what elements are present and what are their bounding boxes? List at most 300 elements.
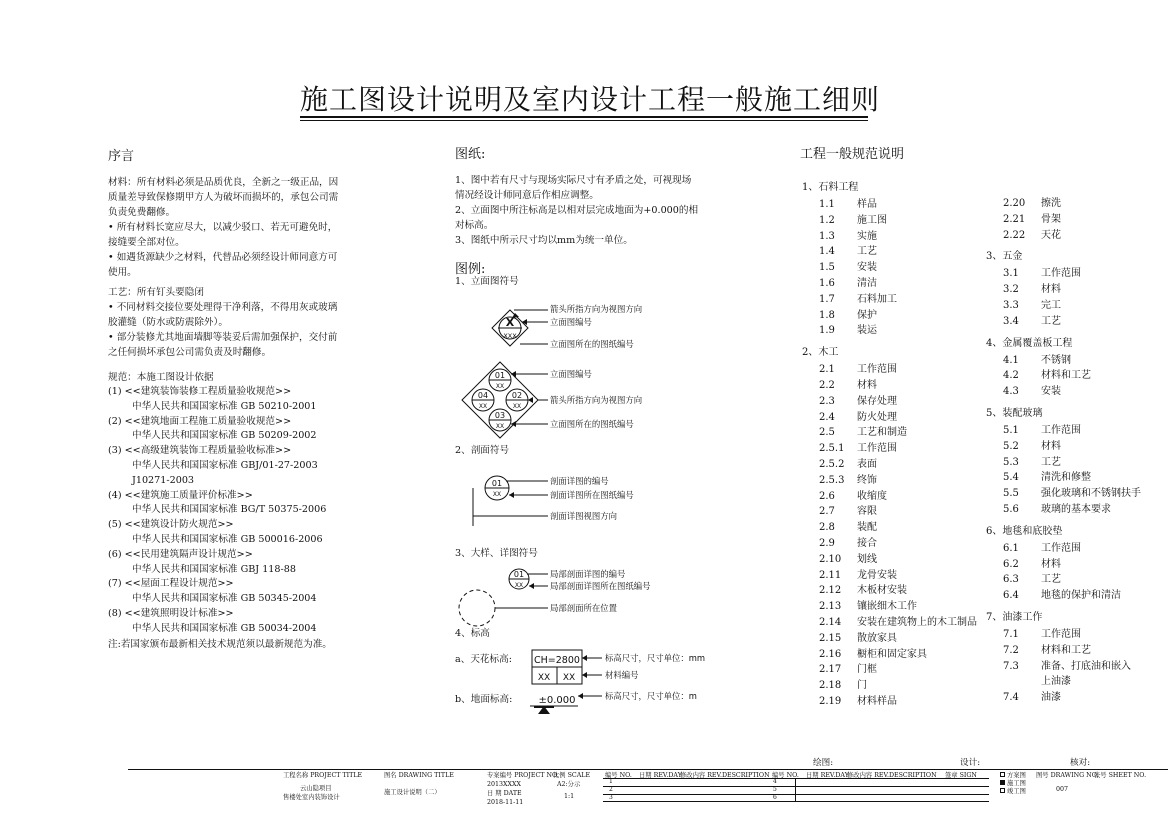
spec-item-text: 材料	[857, 380, 877, 391]
spec-item-text: 安装	[1041, 386, 1061, 398]
spec-item	[819, 613, 977, 628]
project-title-label: 工程名称 PROJECT TITLE	[283, 772, 363, 779]
ceiling-label-1: 标高尺寸，尺寸单位：mm	[605, 653, 706, 663]
spec-item	[819, 676, 867, 691]
spec-item-text: 石料加工	[857, 293, 897, 305]
text-line: 情况经设计师同意后作相应调整。	[455, 190, 599, 201]
text-line: 中华人民共和国国家标准 GB 50210-2001	[132, 400, 317, 412]
spec-item-number: 2.5	[819, 427, 835, 439]
scale-value-2: 1:1	[564, 793, 575, 800]
spec-item	[819, 321, 877, 336]
elevation-2-num-2: 02	[511, 391, 523, 400]
spec-item-text: 工作范围	[1041, 542, 1081, 554]
rev-no-label-2: 编号 NO.	[772, 772, 799, 779]
spec-item-text: 保存处理	[857, 395, 897, 407]
spec-section-heading: 6、地毯和底胶垫	[986, 525, 1063, 537]
text-line: 3、图纸中所示尺寸均以mm为统一单位。	[455, 235, 633, 246]
spec-item-number: 1.4	[819, 246, 835, 258]
spec-item	[819, 660, 877, 675]
project-title-1: 云山隐项目	[300, 785, 332, 792]
spec-item	[819, 518, 877, 533]
designed-by-label: 设计:	[960, 758, 981, 768]
spec-item-text: 工作范围	[1041, 425, 1081, 436]
spec-item	[819, 487, 887, 502]
text-line: 对标高。	[455, 220, 494, 231]
legend-detail-title: 3、大样、详图符号	[455, 548, 538, 559]
spec-item	[819, 290, 897, 305]
spec-item-text: 工作范围	[1041, 268, 1081, 280]
spec-item-text: 玻璃的基本要求	[1041, 504, 1111, 515]
spec-item	[1003, 500, 1111, 515]
spec-item-number: 3.2	[1003, 284, 1019, 296]
ceiling-label-2: 材料编号	[605, 670, 639, 680]
spec-item	[1003, 264, 1081, 279]
spec-item-number: 2.21	[1003, 213, 1026, 225]
text-line: 胶灌缝（防水或防震除外）。	[108, 317, 228, 328]
spec-item-text: 终饰	[857, 474, 877, 486]
spec-item	[1003, 210, 1061, 225]
spec-item-text: 工作范围	[857, 443, 897, 455]
spec-item	[1003, 194, 1061, 209]
spec-item	[819, 597, 917, 612]
spec-item	[1003, 625, 1081, 640]
spec-item-number: 2.17	[819, 664, 842, 676]
spec-item-text: 实施	[857, 230, 877, 242]
sign-label: 签章 SIGN	[945, 772, 977, 779]
sheet-no-label: 张号 SHEET NO.	[1094, 772, 1147, 779]
spec-item-text: 上油漆	[1041, 676, 1071, 688]
spec-item-text: 接合	[857, 538, 877, 549]
spec-item-number: 2.1	[819, 364, 835, 376]
spec-item	[1003, 382, 1061, 397]
title-block-rule	[128, 769, 1168, 770]
elevation-2-num-3: 03	[494, 411, 506, 420]
detail-num: 01	[513, 570, 525, 579]
drawing-no: 007	[1056, 786, 1069, 793]
detail-label-1: 局部剖面详图的编号	[550, 569, 626, 579]
spec-item-number: 2.3	[819, 395, 835, 407]
elevation-2-label-1: 立面图编号	[550, 369, 592, 379]
spec-item-text: 工艺	[1041, 574, 1061, 586]
spec-item	[1003, 641, 1091, 656]
spec-item-number: 2.6	[819, 490, 835, 502]
spec-item	[819, 376, 877, 391]
spec-item-number: 3.3	[1003, 300, 1019, 311]
spec-item-text: 门	[857, 680, 867, 692]
text-line: 2、立面图中所注标高是以相对层完成地面为+0.000的相	[455, 205, 699, 216]
spec-item-number: 2.14	[819, 617, 842, 628]
spec-item-number: 2.19	[819, 696, 842, 707]
text-line: (8) <<建筑照明设计标准>>	[108, 607, 234, 619]
spec-item-text: 橱柜和固定家具	[857, 648, 927, 660]
preface-standards-intro: 规范：本施工图设计依据	[108, 372, 214, 383]
title-underline-thin	[300, 120, 868, 121]
legend-level-title: 4、标高	[455, 628, 490, 639]
spec-item-text: 施工图	[857, 214, 887, 226]
spec-item-text: 保护	[857, 309, 877, 321]
scale-label: 比例 SCALE	[553, 772, 591, 779]
stage-construction-label: 施工图	[1007, 780, 1026, 787]
section-label-2: 剖面详图所在图纸编号	[550, 490, 634, 500]
ceiling-level-xx-2: XX	[562, 673, 576, 683]
spec-item	[819, 692, 897, 707]
spec-item-number: 3.4	[1003, 315, 1019, 327]
elevation-1-label-3: 立面图所在的图纸编号	[550, 339, 634, 349]
elevation-1-x: X	[505, 316, 515, 329]
rev-desc-label-2: 修改内容 REV.DESCRIPTION	[847, 772, 937, 779]
spec-item-text: 装运	[857, 325, 877, 337]
spec-item	[1003, 570, 1061, 585]
detail-dashed-circle	[459, 590, 495, 626]
spec-item	[819, 195, 877, 210]
spec-item-number: 1.6	[819, 278, 835, 289]
date-value: 2018-11-11	[487, 799, 524, 806]
spec-item	[819, 392, 897, 407]
spec-item-number: 2.15	[819, 632, 842, 644]
spec-item-number: 7.4	[1003, 692, 1019, 704]
detail-label-3: 局部剖面所在位置	[550, 603, 617, 613]
section-label-1: 剖面详图的编号	[550, 476, 609, 486]
spec-item	[819, 258, 877, 273]
spec-section-heading: 4、金属覆盖板工程	[986, 337, 1073, 349]
spec-item-number: 3.1	[1003, 268, 1019, 280]
detail-xx: XX	[514, 582, 524, 589]
elevation-2-num-4: 04	[477, 391, 489, 400]
text-line: J10271-2003	[132, 474, 195, 486]
spec-item-text: 龙骨安装	[857, 569, 897, 581]
revision-table	[603, 778, 989, 802]
text-line: 中华人民共和国国家标准 BG/T 50375-2006	[132, 504, 327, 516]
ceiling-level-xx-1: XX	[537, 673, 551, 683]
legend-elevation-title: 1、立面图符号	[455, 276, 519, 287]
spec-item-number: 1.1	[819, 199, 835, 210]
spec-item	[819, 645, 927, 660]
spec-item-text: 工作范围	[1041, 629, 1081, 640]
spec-item-number: 5.1	[1003, 425, 1019, 436]
spec-item-text: 工艺	[857, 246, 877, 258]
text-line: 使用。	[108, 267, 137, 278]
spec-item-text: 骨架	[1041, 213, 1061, 225]
page-title: 施工图设计说明及室内设计工程一般施工细则	[300, 83, 881, 116]
text-line: 负责免费翻修。	[108, 207, 176, 218]
spec-item-text: 工作范围	[857, 364, 897, 376]
text-line: 中华人民共和国国家标准 GB 50345-2004	[132, 593, 317, 605]
spec-item	[819, 408, 897, 423]
preface-heading: 序言	[108, 149, 135, 164]
spec-section-heading: 7、油漆工作	[986, 612, 1043, 623]
spec-item	[819, 306, 877, 321]
text-line: (2) <<建筑地面工程施工质量验收规范>>	[108, 415, 292, 427]
spec-item	[1003, 657, 1131, 672]
spec-item-text: 安装	[857, 262, 877, 274]
spec-item-text: 容限	[857, 506, 877, 518]
text-line: 3	[609, 794, 613, 801]
text-line: 接缝要全部对位。	[108, 237, 185, 248]
spec-item-number: 2.7	[819, 506, 835, 518]
spec-item-number: 2.12	[819, 585, 842, 597]
legend-heading: 图例:	[455, 262, 486, 277]
spec-item-number: 2.5.1	[819, 443, 845, 455]
elevation-1-label-2: 立面图编号	[550, 317, 592, 327]
stage-scheme-label: 方案图	[1007, 772, 1026, 779]
spec-item-number: 2.10	[819, 553, 842, 565]
text-line: 中华人民共和国国家标准 GBJ 118-88	[132, 563, 296, 575]
drawings-notes	[455, 173, 698, 248]
spec-item-number: 4.3	[1003, 386, 1019, 398]
preface-craft	[108, 285, 337, 360]
spec-item-text: 防火处理	[857, 411, 897, 423]
spec-item-text: 准备、打底油和嵌入	[1041, 660, 1131, 672]
spec-item-text: 完工	[1041, 300, 1061, 311]
preface-standards	[108, 385, 326, 637]
spec-item-text: 不锈钢	[1041, 354, 1071, 366]
spec-item	[1003, 280, 1061, 295]
drawing-no-label: 图号 DRAWING NO.	[1036, 772, 1099, 779]
spec-item-number: 2.20	[1003, 198, 1026, 209]
spec-item-text: 门框	[857, 664, 877, 676]
spec-item	[819, 360, 897, 375]
spec-item-number: 2.4	[819, 411, 835, 423]
elevation-2-label-2: 箭头所指方向为视图方向	[550, 395, 643, 405]
floor-level-value: ±0.000	[538, 695, 576, 706]
spec-item-number: 5.3	[1003, 456, 1019, 468]
project-title-2: 售楼处室内装饰设计	[283, 794, 340, 801]
spec-item-number: 2.5.2	[819, 459, 845, 470]
elevation-2-xx-1: XX	[495, 383, 505, 390]
spec-item-number: 6.2	[1003, 558, 1019, 570]
spec-item	[819, 274, 877, 289]
text-line: (5) <<建筑设计防火规范>>	[108, 519, 234, 531]
spec-item-number: 5.2	[1003, 440, 1019, 452]
spec-item-number: 1.8	[819, 309, 835, 321]
spec-item-text: 材料和工艺	[1041, 370, 1091, 382]
spec-item-number: 4.1	[1003, 354, 1019, 366]
spec-item-text: 收缩度	[857, 490, 887, 502]
rev-no-label: 编号 NO.	[605, 772, 632, 779]
spec-item-number: 2.9	[819, 538, 835, 549]
text-line: (4) <<建筑施工质量评价标准>>	[108, 489, 253, 501]
elevation-2-xx-4: XX	[478, 403, 488, 410]
drawn-by-label: 绘图:	[813, 758, 834, 768]
spec-item-number: 6.1	[1003, 542, 1019, 554]
title-underline	[300, 116, 868, 118]
spec-item-number: 2.18	[819, 680, 842, 692]
spec-column-2	[986, 194, 1166, 754]
spec-item	[1003, 351, 1071, 366]
floor-label-1: 标高尺寸，尺寸单位：m	[605, 691, 697, 701]
spec-item-text: 天花	[1041, 229, 1061, 241]
spec-item	[1003, 539, 1081, 554]
spec-item-text: 安装在建筑物上的木工制品	[857, 617, 977, 628]
spec-item	[1003, 296, 1061, 311]
spec-item-text: 材料和工艺	[1041, 644, 1091, 656]
text-line: • 所有材料长宽应尽大，以减少驳口、若无可避免时，	[108, 222, 338, 233]
spec-item	[819, 566, 897, 581]
text-line: 中华人民共和国国家标准 GB 50034-2004	[132, 622, 317, 634]
detail-label-2: 局部剖面详图所在图纸编号	[550, 581, 651, 591]
spec-item-number: 2.22	[1003, 229, 1026, 241]
spec-item-text: 清洗和修整	[1041, 472, 1091, 484]
spec-item	[1003, 437, 1061, 452]
checked-by-label: 核对:	[1070, 758, 1091, 768]
spec-column-1	[802, 178, 992, 718]
spec-item-number: 1.3	[819, 230, 835, 242]
spec-item-text: 擦洗	[1041, 198, 1061, 209]
spec-item	[1003, 312, 1061, 327]
spec-item-text: 材料	[1041, 284, 1061, 296]
text-line: (6) <<民用建筑隔声设计规范>>	[108, 548, 253, 560]
drawing-title: 施工设计说明（二）	[384, 789, 441, 796]
spec-item-text: 地毯的保护和清洁	[1041, 590, 1121, 602]
spec-item	[819, 242, 877, 257]
spec-item-text: 表面	[857, 459, 877, 470]
elevation-2-label-3: 立面图所在的图纸编号	[550, 419, 634, 429]
text-line: 中华人民共和国国家标准 GB 50209-2002	[132, 430, 317, 442]
rev-day-label: 日期 REV.DAY	[639, 772, 682, 779]
elevation-2-xx-3: XX	[495, 423, 505, 430]
project-no-label: 专案编号 PROJECT NO.	[487, 772, 559, 779]
spec-item-number: 6.3	[1003, 574, 1019, 586]
date-label: 日 期 DATE	[487, 790, 522, 797]
spec-heading: 工程一般规范说明	[800, 147, 905, 162]
elevation-1-label-1: 箭头所指方向为视图方向	[550, 304, 643, 314]
elevation-2-num-1: 01	[494, 371, 506, 380]
floor-level-label: b、地面标高:	[455, 694, 513, 705]
spec-item	[819, 439, 897, 454]
spec-item	[1003, 226, 1061, 241]
spec-item-number: 1.7	[819, 293, 835, 305]
text-line: 1	[609, 778, 613, 785]
text-line: 材料：所有材料必须是品质优良，全新之一级正品，因	[108, 177, 339, 188]
spec-item-number: 4.2	[1003, 370, 1019, 382]
spec-item	[1003, 421, 1081, 436]
spec-item-number: 5.5	[1003, 488, 1019, 500]
spec-section-heading: 3、五金	[986, 251, 1023, 263]
drawings-heading: 图纸:	[455, 147, 486, 162]
spec-item-number: 7.1	[1003, 629, 1019, 640]
stage-completion	[1000, 787, 1026, 796]
spec-item-text: 强化玻璃和不锈钢扶手	[1041, 488, 1141, 500]
section-xx: XX	[492, 491, 502, 498]
ceiling-level-value: CH=2800	[534, 655, 580, 666]
elevation-1-sheet: XXX	[503, 332, 517, 340]
rev-nums-a	[609, 778, 613, 802]
section-label-3: 剖面详图视图方向	[550, 511, 617, 521]
text-line: 2	[609, 786, 613, 793]
spec-item-text: 装配	[857, 522, 877, 534]
preface-material	[108, 175, 338, 280]
spec-item-number: 1.2	[819, 214, 835, 226]
text-line: 工艺：所有钉头要隐闭	[108, 287, 204, 298]
text-line: • 不同材料交接位要处理得干净利落，不得用灰或玻璃	[108, 302, 338, 313]
text-line: 质量差导致保修期甲方人为破坏而损坏的，承包公司需	[108, 192, 339, 203]
spec-item	[1003, 468, 1091, 483]
spec-section-heading: 2、木工	[802, 347, 839, 359]
spec-item	[1003, 453, 1061, 468]
legend-section-title: 2、剖面符号	[455, 445, 510, 456]
spec-item	[819, 455, 877, 470]
text-line: (1) <<建筑装饰装修工程质量验收规范>>	[108, 386, 292, 397]
spec-item-text: 材料	[1041, 440, 1061, 452]
spec-item	[819, 423, 907, 438]
section-num: 01	[491, 479, 503, 488]
spec-item	[1003, 586, 1121, 601]
spec-item-text: 工艺	[1041, 315, 1061, 327]
spec-item	[1003, 484, 1141, 499]
spec-item-text: 镶嵌细木工作	[857, 601, 917, 613]
elevation-2-xx-2: XX	[512, 403, 522, 410]
text-line: 中华人民共和国国家标准 GB 500016-2006	[132, 533, 323, 545]
spec-item-number: 7.2	[1003, 644, 1019, 656]
drawing-title-label: 图名 DRAWING TITLE	[384, 772, 454, 779]
preface-note: 注:若国家颁布最新相关技术规范须以最新规范为准。	[108, 639, 332, 650]
project-no: 2013XXXX	[487, 781, 521, 788]
spec-item-number: 5.4	[1003, 472, 1019, 484]
text-line: 之任何损坏承包公司需负责及时翻修。	[108, 347, 272, 358]
spec-item-text: 工艺和制造	[857, 427, 907, 439]
text-line: • 部分装修尤其地面墙脚等装妥后需加强保护，交付前	[108, 332, 338, 343]
spec-item-text: 划线	[857, 553, 877, 565]
spec-item-number: 2.13	[819, 601, 842, 613]
spec-item-number: 7.3	[1003, 660, 1019, 672]
spec-item-text: 材料样品	[857, 696, 897, 707]
text-line: 中华人民共和国国家标准 GBJ/01-27-2003	[132, 459, 318, 471]
spec-item	[819, 211, 887, 226]
spec-item-number: 1.9	[819, 325, 835, 337]
rev-day-label-2: 日期 REV.DAY	[806, 772, 849, 779]
spec-item	[1003, 366, 1091, 381]
spec-item-number: 2.8	[819, 522, 835, 534]
spec-item-text: 散放家具	[857, 632, 897, 644]
text-line: 1、图中若有尺寸与现场实际尺寸有矛盾之处，可视现场	[455, 175, 692, 186]
spec-item-number: 2.2	[819, 380, 835, 391]
rev-nums-b	[773, 778, 777, 802]
spec-item	[819, 550, 877, 565]
spec-item-text: 工艺	[1041, 456, 1061, 468]
text-line: (7) <<屋面工程设计规范>>	[108, 578, 234, 590]
spec-item	[1003, 555, 1061, 570]
text-line: 5	[773, 786, 777, 793]
spec-item	[819, 227, 877, 242]
spec-item	[819, 502, 877, 517]
spec-section-heading: 1、石料工程	[802, 182, 859, 193]
spec-item-number: 5.6	[1003, 504, 1019, 515]
spec-item-number: 6.4	[1003, 590, 1019, 602]
spec-item	[819, 581, 907, 596]
spec-item	[819, 629, 897, 644]
spec-item-text: 样品	[857, 199, 877, 210]
scale-value-1: A2:分示	[557, 781, 581, 788]
spec-item-text: 油漆	[1041, 692, 1061, 704]
spec-item-number: 1.5	[819, 262, 835, 274]
spec-item	[1003, 672, 1071, 687]
spec-item-number: 2.5.3	[819, 474, 845, 486]
spec-item-text: 材料	[1041, 558, 1061, 570]
spec-item	[819, 471, 877, 486]
spec-item-number: 2.16	[819, 648, 842, 660]
stage-completion-label: 竣工图	[1007, 788, 1026, 795]
spec-item	[819, 534, 877, 549]
rev-desc-label: 修改内容 REV.DESCRIPTION	[680, 772, 770, 779]
spec-item-text: 木板材安装	[857, 585, 907, 597]
text-line: (3) <<高级建筑装饰工程质量验收标准>>	[108, 445, 292, 457]
spec-item	[1003, 688, 1061, 703]
spec-item-number: 2.11	[819, 569, 842, 581]
text-line: 4	[773, 778, 777, 785]
text-line: 6	[773, 794, 777, 801]
spec-item-text: 清洁	[857, 278, 877, 289]
spec-section-heading: 5、装配玻璃	[986, 408, 1043, 419]
